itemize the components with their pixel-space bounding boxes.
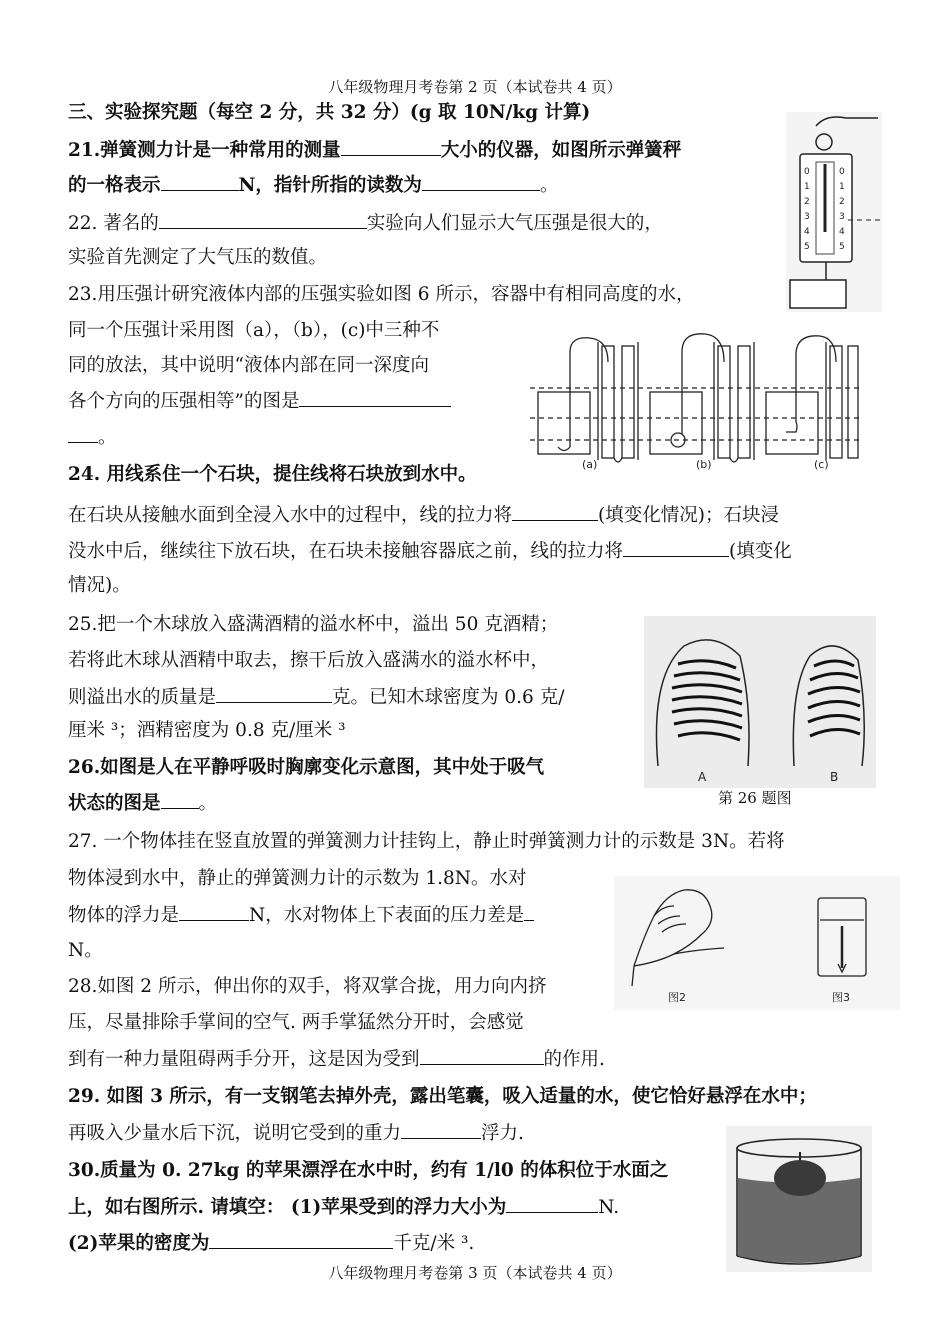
q24-text: 没水中后，继续往下放石块，在石块未接触容器底之前，线的拉力将 (68, 541, 624, 562)
q26-text: 26.如图是人在平静呼吸时胸廓变化示意图，其中处于吸气 (68, 757, 545, 778)
q30-text: 30.质量为 0. 27kg 的苹果漂浮在水中时，约有 1/l0 的体积位于水面之 (68, 1160, 669, 1181)
q21-blank-2[interactable] (161, 172, 239, 191)
q23-line5 (68, 424, 117, 451)
svg-text:5: 5 (804, 242, 810, 252)
spring-scale-figure (786, 112, 882, 312)
svg-text:2: 2 (839, 197, 845, 207)
q24-line2 (68, 502, 779, 529)
q30-text: N. (598, 1197, 620, 1218)
q27-blank-2[interactable] (524, 902, 534, 921)
q21-text: 。 (539, 175, 559, 196)
svg-text:1: 1 (839, 182, 845, 192)
gauge-label-a: (a) (582, 458, 598, 470)
gauge-label-b: (b) (696, 458, 712, 470)
q28-text: 的作用. (543, 1049, 605, 1070)
q25-line3 (68, 684, 564, 711)
page-header-bottom: 八年级物理月考卷第 3 页（本试卷共 4 页） (328, 1264, 622, 1282)
q21-text: N，指针所指的读数为 (238, 175, 422, 196)
q21-text: 大小的仪器，如图所示弹簧秤 (440, 140, 682, 161)
pressure-gauge-figure (530, 322, 860, 470)
q27-line1: 27. 一个物体挂在竖直放置的弹簧测力计挂钩上，静止时弹簧测力计的示数是 3N。若将 (68, 831, 785, 852)
q23-blank-1-cont[interactable] (68, 424, 98, 443)
q26-text: 。 (198, 793, 218, 814)
ribcage-figure (644, 616, 876, 788)
section-title: 三、实验探究题（每空 2 分，共 32 分）(g 取 10N/kg 计算) (68, 102, 591, 123)
q28-line3 (68, 1046, 605, 1073)
q26-line1 (68, 755, 544, 781)
q30-text: 上，如右图所示. 请填空： (1)苹果受到的浮力大小为 (68, 1197, 507, 1218)
q27-line2: 物体浸到水中，静止的弹簧测力计的示数为 1.8N。水对 (68, 868, 527, 889)
q29-text: 29. 如图 3 所示，有一支钢笔去掉外壳，露出笔囊，吸入适量的水，使它恰好悬浮在水中； (68, 1086, 817, 1107)
svg-text:5: 5 (839, 242, 845, 252)
fig26-caption: 第 26 题图 (718, 789, 792, 807)
q30-text: 千克/米 ³. (393, 1233, 475, 1254)
q25-line2: 若将此木球从酒精中取去，擦干后放入盛满水的溢水杯中， (68, 650, 550, 671)
q23-text: 各个方向的压强相等”的图是 (68, 391, 300, 412)
q24-blank-2[interactable] (623, 538, 729, 557)
q30-blank-2[interactable] (209, 1230, 393, 1249)
q29-line2 (68, 1120, 524, 1147)
q22-blank-1[interactable] (159, 210, 367, 229)
q22-text: 22. 著名的 (68, 213, 159, 234)
q24-text: (填变化情况)；石块浸 (598, 505, 779, 526)
svg-text:0: 0 (839, 167, 845, 177)
q28-text: 到有一种力量阻碍两手分开，这是因为受到 (68, 1049, 420, 1070)
fig3-label: 图3 (832, 991, 850, 1004)
q23-text: 。 (98, 427, 117, 448)
q23-line1: 23.用压强计研究液体内部的压强实验如图 6 所示，容器中有相同高度的水， (68, 284, 695, 305)
q23-line2: 同一个压强计采用图（a），（b），(c)中三种不 (68, 320, 440, 341)
q24-text: 24. 用线系住一个石块，提住线将石块放到水中。 (68, 464, 477, 485)
q24-blank-1[interactable] (512, 502, 598, 521)
q30-line3 (68, 1230, 474, 1257)
svg-text:1: 1 (804, 182, 810, 192)
q23-line3: 同的放法，其中说明“液体内部在同一深度向 (68, 355, 429, 376)
q27-line3 (68, 902, 534, 929)
q29-text: 再吸入少量水后下沉，说明它受到的重力 (68, 1123, 402, 1144)
svg-text:2: 2 (804, 197, 810, 207)
q30-text: (2)苹果的密度为 (68, 1233, 210, 1254)
q25-line1: 25.把一个木球放入盛满酒精的溢水杯中，溢出 50 克酒精； (68, 614, 559, 635)
q21-line2 (68, 172, 558, 199)
q27-line4: N。 (68, 940, 103, 961)
q24-text: 在石块从接触水面到全浸入水中的过程中，线的拉力将 (68, 505, 513, 526)
gauge-label-c: (c) (814, 458, 829, 470)
q24-line4: 情况)。 (68, 575, 131, 596)
svg-text:4: 4 (839, 227, 845, 237)
q30-blank-1[interactable] (506, 1194, 598, 1213)
svg-text:3: 3 (839, 212, 845, 222)
q21-text: 21.弹簧测力计是一种常用的测量 (68, 140, 341, 161)
svg-text:4: 4 (804, 227, 810, 237)
page-header-top: 八年级物理月考卷第 2 页（本试卷共 4 页） (328, 78, 622, 96)
q25-text: 克。已知木球密度为 0.6 克/ (332, 687, 565, 708)
ribcage-label-b: B (830, 770, 839, 784)
q29-blank-1[interactable] (401, 1120, 481, 1139)
q30-line2 (68, 1194, 619, 1221)
q28-line1: 28.如图 2 所示，伸出你的双手，将双掌合拢，用力向内挤 (68, 976, 547, 997)
q21-blank-1[interactable] (341, 137, 441, 156)
q22-line2: 实验首先测定了大气压的数值。 (68, 247, 328, 268)
apple-in-water-figure (726, 1126, 872, 1272)
q23-blank-1[interactable] (299, 388, 451, 407)
ribcage-label-a: A (698, 770, 707, 784)
q25-line4: 厘米 ³；酒精密度为 0.8 克/厘米 ³ (68, 720, 346, 741)
q24-line3 (68, 538, 792, 565)
q26-text: 状态的图是 (68, 793, 161, 814)
q22-line1 (68, 210, 663, 237)
q25-text: 则溢出水的质量是 (68, 687, 217, 708)
q23-line4 (68, 388, 451, 415)
q21-text: 的一格表示 (68, 175, 161, 196)
q21-blank-3[interactable] (422, 172, 540, 191)
q26-blank-1[interactable] (161, 790, 199, 809)
q30-line1 (68, 1158, 668, 1184)
q27-text: N，水对物体上下表面的压力差是 (249, 905, 525, 926)
q27-text: 物体的浮力是 (68, 905, 180, 926)
fig2-label: 图2 (668, 991, 686, 1004)
q25-blank-1[interactable] (216, 684, 332, 703)
svg-text:0: 0 (804, 167, 810, 177)
q26-line2 (68, 790, 217, 817)
q24-text: (填变化 (729, 541, 792, 562)
q28-blank-1[interactable] (420, 1046, 544, 1065)
q27-blank-1[interactable] (179, 902, 249, 921)
svg-text:3: 3 (804, 212, 810, 222)
q24-line1 (68, 462, 477, 488)
q29-line1 (68, 1084, 817, 1110)
hands-and-pen-figure (614, 876, 900, 1010)
q21-line1 (68, 137, 681, 164)
q22-text: 实验向人们显示大气压强是很大的， (366, 213, 663, 234)
q29-text: 浮力. (481, 1123, 524, 1144)
q28-line2: 压，尽量排除手掌间的空气. 两手掌猛然分开时，会感觉 (68, 1012, 524, 1033)
